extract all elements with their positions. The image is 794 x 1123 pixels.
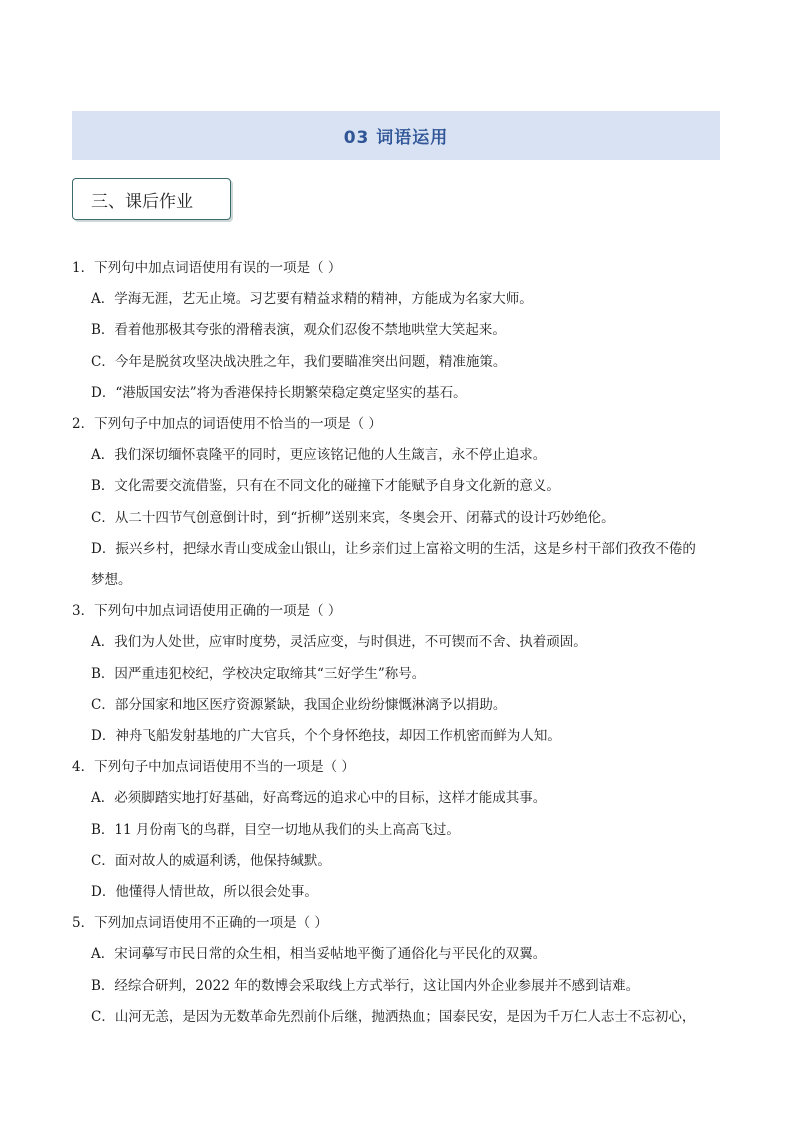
option-d: D．他懂得人情世故，所以很会处事。 [91,884,318,901]
question-stem: 1．下列句中加点词语使用有误的一项是（ ） [72,260,342,276]
option-d: D．“港版国安法”将为香港保持长期繁荣稳定奠定坚实的基石。 [91,384,467,401]
option-a: A．学海无涯，艺无止境。习艺要有精益求精的精神，方能成为名家大师。 [91,291,533,308]
option-a: A．我们深切缅怀袁隆平的同时，更应该铭记他的人生箴言，永不停止追求。 [91,447,547,464]
option-d: D．振兴乡村，把绿水青山变成金山银山，让乡亲们过上富裕文明的生活，这是乡村干部们孜孜不倦的 [91,540,696,557]
option-b: B．经综合研判，2022 年的数博会采取线上方式举行，这让国内外企业参展并不感到诘难。 [91,977,640,994]
question-stem: 5．下列加点词语使用不正确的一项是（ ） [72,915,328,932]
option-c: C．山河无恙，是因为无数革命先烈前仆后继，抛洒热血；国泰民安，是因为千万仁人志士不忘初心， [91,1008,696,1025]
page-title: 03 词语运用 [343,128,449,148]
option-b: B．文化需要交流借鉴，只有在不同文化的碰撞下才能赋予自身文化新的意义。 [91,478,560,495]
section-heading: 三、课后作业 [91,191,193,212]
question-list [72,253,724,1033]
option-b: B．11 月份南飞的鸟群，目空一切地从我们的头上高高飞过。 [91,821,460,838]
option-a: A．我们为人处世，应审时度势，灵活应变，与时俱进，不可锲而不舍、执着顽固。 [91,634,587,651]
option-c: C．面对故人的威逼利诱，他保持缄默。 [91,852,331,869]
option-a: A．必须脚踏实地打好基础，好高骛远的追求心中的目标，这样才能成其事。 [91,790,547,807]
option-b: B．看着他那极其夸张的滑稽表演，观众们忍俊不禁地哄堂大笑起来。 [91,322,506,339]
option-c: C．从二十四节气创意倒计时，到“折柳”送别来宾，冬奥会开、闭幕式的设计巧妙绝伦。 [91,509,615,526]
section-heading-box [72,178,231,220]
option-c: C．今年是脱贫攻坚决战决胜之年，我们要瞄准突出问题，精准施策。 [91,353,507,370]
option-d-continuation: 梦想。 [91,572,132,589]
question-stem: 4．下列句子中加点词语使用不当的一项是（ ） [72,759,355,776]
question-stem: 3．下列句中加点词语使用正确的一项是（ ） [72,603,342,620]
option-d: D．神舟飞船发射基地的广大官兵，个个身怀绝技，却因工作机密而鲜为人知。 [91,728,561,745]
option-b: B．因严重违犯校纪，学校决定取缔其“三好学生”称号。 [91,665,426,682]
question-stem: 2．下列句子中加点的词语使用不恰当的一项是（ ） [72,416,382,433]
option-a: A．宋词摹写市民日常的众生相，相当妥帖地平衡了通俗化与平民化的双翼。 [91,946,547,963]
option-c: C．部分国家和地区医疗资源紧缺，我国企业纷纷慷慨淋漓予以捐助。 [91,696,507,713]
title-banner [72,111,720,160]
